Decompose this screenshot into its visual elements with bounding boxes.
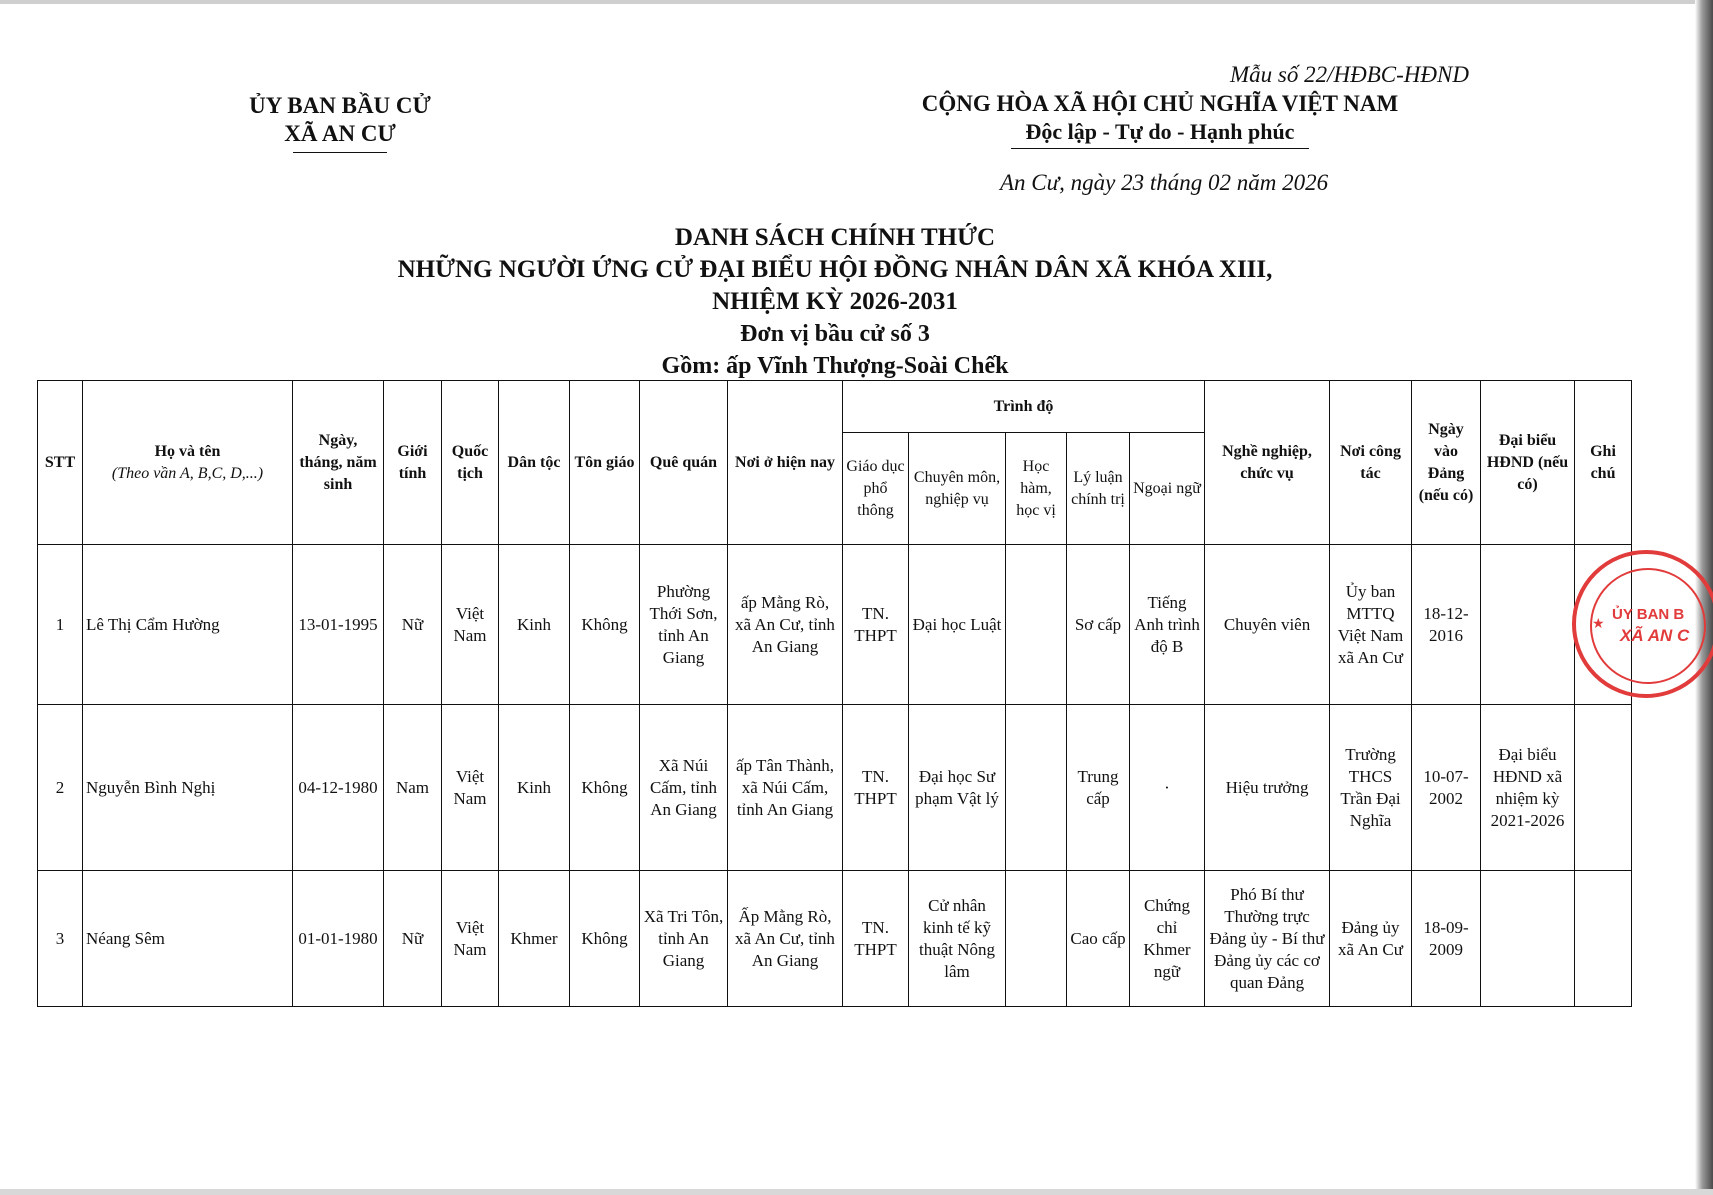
cell-occupation: Hiệu trưởng bbox=[1205, 705, 1330, 871]
cell-ethnicity: Kinh bbox=[499, 705, 570, 871]
unit-scope: Gồm: ấp Vĩnh Thượng-Soài Chếk bbox=[661, 353, 1009, 379]
cell-political-theory: Cao cấp bbox=[1067, 871, 1130, 1007]
cell-stt: 2 bbox=[38, 705, 83, 871]
header-specialization: Chuyên môn, nghiệp vụ bbox=[909, 433, 1006, 545]
title-line-1: DANH SÁCH CHÍNH THỨC bbox=[674, 224, 996, 251]
cell-nationality: Việt Nam bbox=[442, 871, 499, 1007]
header-notes: Ghi chú bbox=[1575, 381, 1632, 545]
cell-foreign-language: Tiếng Anh trình độ B bbox=[1130, 545, 1205, 705]
table-row bbox=[38, 705, 1632, 871]
header-party-join-date: Ngày vào Đảng (nếu có) bbox=[1412, 381, 1481, 545]
cell-academic-title bbox=[1006, 545, 1067, 705]
cell-workplace: Ủy ban MTTQ Việt Nam xã An Cư bbox=[1330, 545, 1412, 705]
header-ethnicity: Dân tộc bbox=[499, 381, 570, 545]
cell-nationality: Việt Nam bbox=[442, 545, 499, 705]
cell-hometown: Xã Tri Tôn, tỉnh An Giang bbox=[640, 871, 728, 1007]
cell-residence: Ấp Mằng Rò, xã An Cư, tỉnh An Giang bbox=[728, 871, 843, 1007]
cell-ethnicity: Kinh bbox=[499, 545, 570, 705]
cell-name: Lê Thị Cẩm Hường bbox=[83, 545, 293, 705]
cell-political-theory: Trung cấp bbox=[1067, 705, 1130, 871]
cell-hometown: Phường Thới Sơn, tỉnh An Giang bbox=[640, 545, 728, 705]
organization-line-2: XÃ AN CƯ bbox=[284, 121, 396, 146]
document-title bbox=[300, 222, 1370, 382]
cell-stt: 3 bbox=[38, 871, 83, 1007]
candidate-table bbox=[37, 380, 1632, 1007]
cell-name: Nguyễn Bình Nghị bbox=[83, 705, 293, 871]
header-academic-title: Học hàm, học vị bbox=[1006, 433, 1067, 545]
issuing-organization bbox=[190, 92, 490, 153]
header-gender: Giới tính bbox=[384, 381, 442, 545]
header-stt: STT bbox=[38, 381, 83, 545]
cell-workplace: Đảng ủy xã An Cư bbox=[1330, 871, 1412, 1007]
cell-ethnicity: Khmer bbox=[499, 871, 570, 1007]
header-occupation: Nghề nghiệp, chức vụ bbox=[1205, 381, 1330, 545]
cell-dob: 13-01-1995 bbox=[293, 545, 384, 705]
motto-underline bbox=[1011, 148, 1309, 149]
cell-party-join-date: 18-09-2009 bbox=[1412, 871, 1481, 1007]
cell-specialization: Đại học Sư phạm Vật lý bbox=[909, 705, 1006, 871]
header-workplace: Nơi công tác bbox=[1330, 381, 1412, 545]
cell-notes bbox=[1575, 871, 1632, 1007]
header-name-note: (Theo vần A, B,C, D,...) bbox=[111, 464, 264, 482]
title-line-2: NHỮNG NGƯỜI ỨNG CỬ ĐẠI BIỂU HỘI ĐỒNG NHÂN DÂN XÃ KHÓA XIII, bbox=[397, 256, 1273, 283]
scan-edge-top bbox=[0, 0, 1713, 4]
organization-underline bbox=[293, 152, 387, 153]
cell-political-theory: Sơ cấp bbox=[1067, 545, 1130, 705]
header-name bbox=[83, 381, 293, 545]
cell-gender: Nữ bbox=[384, 545, 442, 705]
national-heading bbox=[900, 90, 1420, 149]
header-dob: Ngày, tháng, năm sinh bbox=[293, 381, 384, 545]
cell-foreign-language: · bbox=[1130, 705, 1205, 871]
place-date-line: An Cư, ngày 23 tháng 02 năm 2026 bbox=[1000, 170, 1329, 195]
cell-gender: Nữ bbox=[384, 871, 442, 1007]
cell-residence: ấp Mằng Rò, xã An Cư, tỉnh An Giang bbox=[728, 545, 843, 705]
header-residence: Nơi ở hiện nay bbox=[728, 381, 843, 545]
cell-gender: Nam bbox=[384, 705, 442, 871]
cell-religion: Không bbox=[570, 705, 640, 871]
cell-name: Néang Sêm bbox=[83, 871, 293, 1007]
cell-foreign-language: Chứng chỉ Khmer ngữ bbox=[1130, 871, 1205, 1007]
cell-party-join-date: 10-07-2002 bbox=[1412, 705, 1481, 871]
cell-residence: ấp Tân Thành, xã Núi Cấm, tỉnh An Giang bbox=[728, 705, 843, 871]
cell-workplace: Trường THCS Trần Đại Nghĩa bbox=[1330, 705, 1412, 871]
header-religion: Tôn giáo bbox=[570, 381, 640, 545]
header-hometown: Quê quán bbox=[640, 381, 728, 545]
cell-council-delegate bbox=[1481, 545, 1575, 705]
table-row bbox=[38, 545, 1632, 705]
cell-academic-title bbox=[1006, 705, 1067, 871]
header-general-education: Giáo dục phổ thông bbox=[843, 433, 909, 545]
cell-notes bbox=[1575, 705, 1632, 871]
table-row bbox=[38, 871, 1632, 1007]
header-foreign-language: Ngoại ngữ bbox=[1130, 433, 1205, 545]
cell-stt: 1 bbox=[38, 545, 83, 705]
national-motto: Độc lập - Tự do - Hạnh phúc bbox=[1025, 119, 1295, 144]
header-name-label: Họ và tên bbox=[154, 442, 221, 460]
cell-general-education: TN. THPT bbox=[843, 705, 909, 871]
country-name: CỘNG HÒA XÃ HỘI CHỦ NGHĨA VIỆT NAM bbox=[921, 91, 1399, 116]
table-header-row-1 bbox=[38, 381, 1632, 433]
cell-dob: 04-12-1980 bbox=[293, 705, 384, 871]
seal-text-inner-1: ỦY BAN B bbox=[1612, 606, 1685, 623]
cell-hometown: Xã Núi Cấm, tỉnh An Giang bbox=[640, 705, 728, 871]
header-political-theory: Lý luận chính trị bbox=[1067, 433, 1130, 545]
organization-line-1: ỦY BAN BẦU CỬ bbox=[249, 93, 431, 118]
cell-occupation: Chuyên viên bbox=[1205, 545, 1330, 705]
cell-occupation: Phó Bí thư Thường trực Đảng ủy - Bí thư Đảng ủy các cơ quan Đảng bbox=[1205, 871, 1330, 1007]
scan-edge-bottom bbox=[0, 1189, 1713, 1195]
cell-specialization: Cử nhân kinh tế kỹ thuật Nông lâm bbox=[909, 871, 1006, 1007]
cell-specialization: Đại học Luật bbox=[909, 545, 1006, 705]
cell-general-education: TN. THPT bbox=[843, 871, 909, 1007]
cell-party-join-date: 18-12-2016 bbox=[1412, 545, 1481, 705]
title-line-3: NHIỆM KỲ 2026-2031 bbox=[712, 288, 958, 315]
header-nationality: Quốc tịch bbox=[442, 381, 499, 545]
cell-religion: Không bbox=[570, 545, 640, 705]
cell-general-education: TN. THPT bbox=[843, 545, 909, 705]
electoral-unit: Đơn vị bầu cử số 3 bbox=[740, 321, 930, 347]
header-education-group: Trình độ bbox=[843, 381, 1205, 433]
cell-academic-title bbox=[1006, 871, 1067, 1007]
seal-star-icon: ★ bbox=[1592, 617, 1605, 632]
seal-text-inner-2: XÃ AN C bbox=[1620, 626, 1690, 645]
cell-council-delegate: Đại biểu HĐND xã nhiệm kỳ 2021-2026 bbox=[1481, 705, 1575, 871]
cell-council-delegate bbox=[1481, 871, 1575, 1007]
cell-religion: Không bbox=[570, 871, 640, 1007]
header-council-delegate: Đại biểu HĐND (nếu có) bbox=[1481, 381, 1575, 545]
cell-dob: 01-01-1980 bbox=[293, 871, 384, 1007]
form-code: Mẫu số 22/HĐBC-HĐND bbox=[1230, 62, 1469, 87]
official-seal bbox=[1572, 550, 1713, 698]
cell-nationality: Việt Nam bbox=[442, 705, 499, 871]
